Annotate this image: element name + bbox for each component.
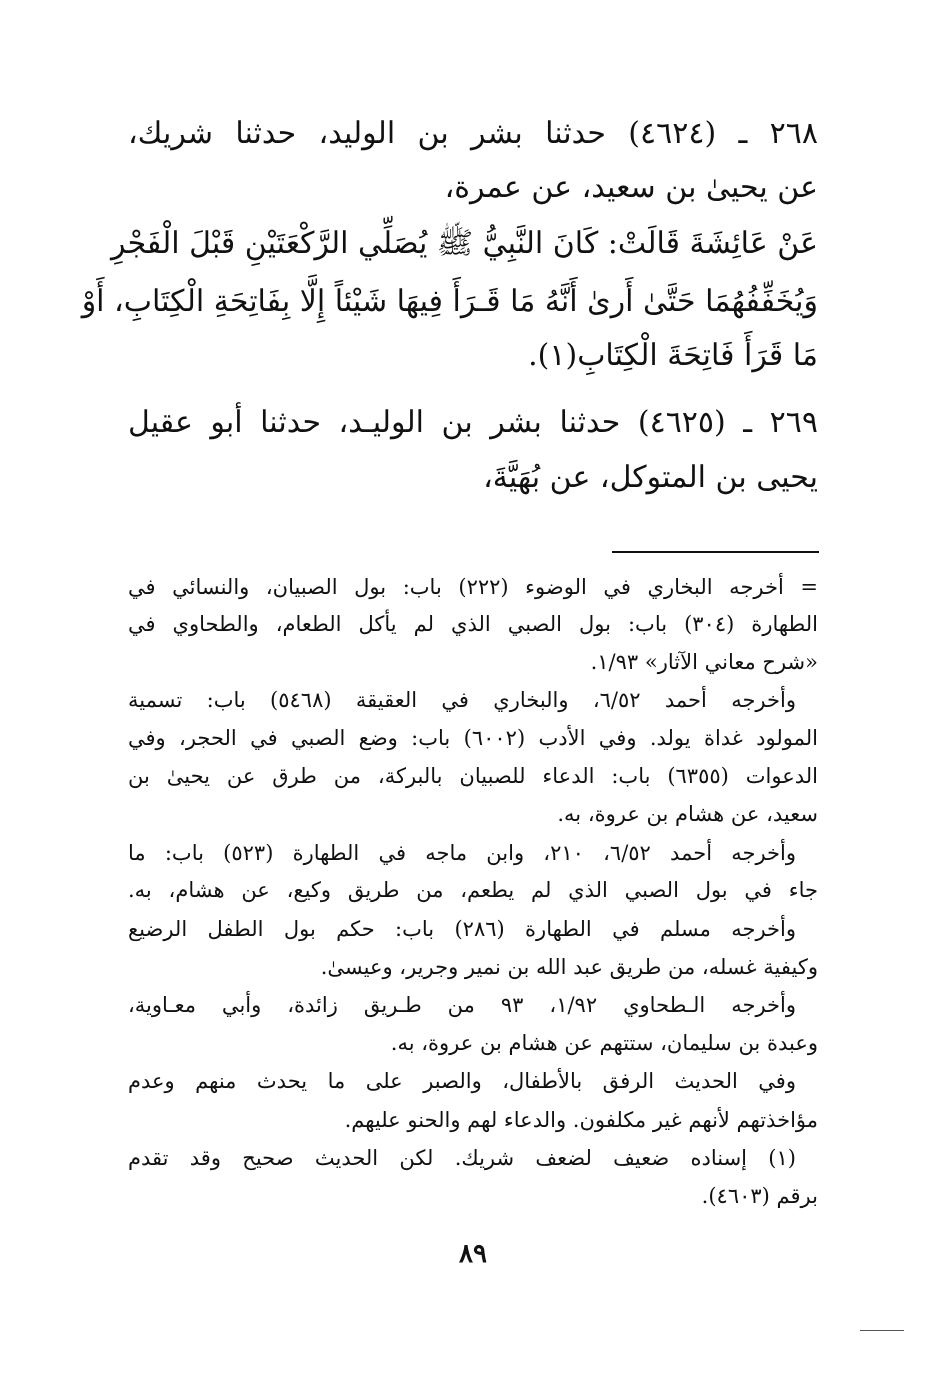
footnote-separator [612,551,819,553]
footnote-line: سعيد، عن هشام بن عروة، به. [557,802,818,826]
hadith-268-heading-line: ٢٦٨ ـ (٤٦٢٤) حدثنا بشر بن الوليد، حدثنا شريك، [128,116,818,151]
footnote-line: الدعوات (٦٣٥٥) باب: الدعاء للصبيان بالبركة، من طرق عن يحيىٰ بن [128,764,818,788]
footnote-line: وأخرجه مسلم في الطهارة (٢٨٦) باب: حكم بول الطفل الرضيع [128,917,797,941]
footnote-line: وأخرجه أحمد ٦/٥٢، ٢١٠، وابن ماجه في الطهارة (٥٢٣) باب: ما [128,841,797,865]
footnote-line: وعبدة بن سليمان، ستتهم عن هشام بن عروة، به. [390,1031,818,1055]
hadith-269-chain-line: يحيى بن المتوكل، عن بُهَيَّةَ، [483,460,818,495]
page-number: ٨٩ [459,1239,487,1269]
footnote-line: الطهارة (٣٠٤) باب: بول الصبي الذي لم يأكل الطعام، والطحاوي في [128,612,818,636]
hadith-268-chain-line: عن يحيىٰ بن سعيد، عن عمرة، [444,170,818,205]
footnote-line: (١) إسناده ضعيف لضعف شريك. لكن الحديث صحيح وقد تقدم [128,1146,796,1170]
hadith-268-matn-line-2: وَيُخَفِّفُهُمَا حَتَّىٰ أَرىٰ أَنَّهُ مَا قَـرَأَ فِيهَا شَيْئاً إِلَّا بِفَاتِحَةِ الْكِتَابِ، أَوْ [81,284,818,319]
scan-mark [860,1330,904,1331]
footnote-line: وفي الحديث الرفق بالأطفال، والصبر على ما يحدث منهم وعدم [128,1069,796,1093]
footnote-line: وأخرجه الـطحاوي ١/٩٢، ٩٣ من طـريق زائدة، وأبي معـاوية، [128,993,797,1017]
footnote-line: برقم (٤٦٠٣). [701,1184,818,1208]
footnote-line: وكيفية غسله، من طريق عبد الله بن نمير وجرير، وعيسىٰ. [320,955,818,979]
footnote-line: جاء في بول الصبي الذي لم يطعم، من طريق وكيع، عن هشام، به. [128,878,818,902]
footnote-line: = أخرجه البخاري في الوضوء (٢٢٢) باب: بول الصبيان، والنسائي في [128,575,818,599]
hadith-268-matn-line-1: عَنْ عَائِشَةَ قَالَتْ: كَانَ النَّبِيُّ ﷺ يُصَلِّي الرَّكْعَتَيْنِ قَبْلَ الْفَجْرِ [111,226,818,261]
hadith-269-heading-line: ٢٦٩ ـ (٤٦٢٥) حدثنا بشر بن الوليـد، حدثنا أبو عقيل [128,405,818,440]
footnote-line: مؤاخذتهم لأنهم غير مكلفون. والدعاء لهم والحنو عليهم. [344,1108,818,1132]
hadith-268-matn-line-3: مَا قَرَأَ فَاتِحَةَ الْكِتَابِ(١). [528,338,818,373]
footnote-line: «شرح معاني الآثار» ١/٩٣. [590,650,818,674]
footnote-line: المولود غداة يولد. وفي الأدب (٦٠٠٢) باب: وضع الصبي في الحجر، وفي [128,726,818,750]
footnote-line: وأخرجه أحمد ٦/٥٢، والبخاري في العقيقة (٥٤٦٨) باب: تسمية [128,688,796,712]
